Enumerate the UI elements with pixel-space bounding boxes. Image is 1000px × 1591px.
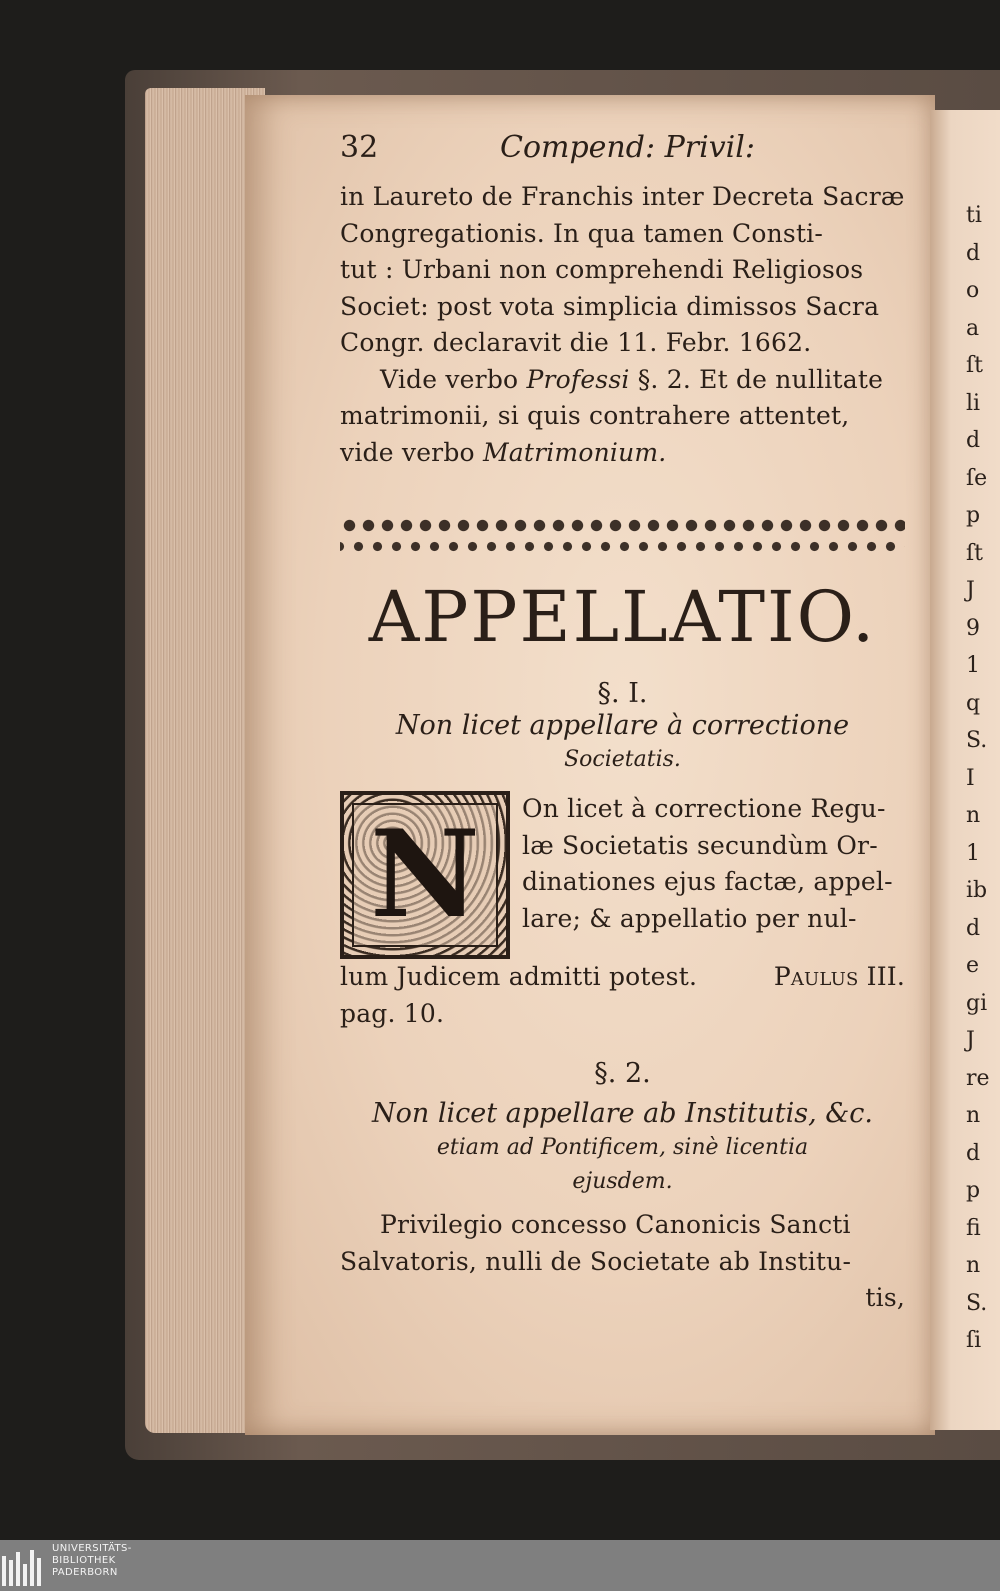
text-line: tut : Urbani non comprehendi Religiosos (340, 255, 864, 284)
section-mark: §. I. (597, 678, 648, 709)
ornament-border (340, 511, 905, 561)
facing-page-fragment: ib (966, 878, 988, 903)
section-mark: §. 2. (594, 1058, 651, 1089)
facing-page-fragment: S. (966, 728, 988, 753)
section-heading-cont: etiam ad Pontificem, sinè licentia (436, 1135, 809, 1160)
page-header (340, 130, 905, 165)
facing-page-fragment: ti (966, 203, 982, 228)
facing-page-fragment: a (966, 315, 980, 341)
catchword: tis, (865, 1283, 905, 1312)
facing-page-fragment: n (966, 1253, 981, 1278)
facing-page-fragment: q (966, 690, 981, 716)
facing-page-fragment: gi (966, 990, 988, 1016)
facing-page-fragment: ſe (966, 465, 988, 491)
facing-page-fragment: p (966, 503, 981, 528)
top-paragraph (340, 179, 905, 362)
facing-page-fragment: li (966, 390, 981, 416)
facing-page-fragment: re (966, 1065, 990, 1091)
facing-page-fragment: d (966, 240, 981, 266)
text-line: lare; & appellatio per nul- (522, 903, 857, 933)
running-head: Compend: Privil: (500, 130, 755, 165)
facing-page-fragment: d (966, 428, 981, 453)
text-line: in Laureto de Franchis inter Decreta Sacræ (340, 182, 905, 211)
chapter-title: APPELLATIO. (368, 576, 877, 658)
initial-letter: N (370, 804, 480, 945)
facing-page-fragment: ſt (966, 540, 983, 566)
text-line: Congr. declaravit die 11. Febr. 1662. (340, 328, 812, 357)
dropcap-lines (522, 791, 905, 959)
facing-page-fragment: n (966, 1103, 981, 1128)
text-line: On licet à correctione Regu- (522, 794, 886, 823)
facing-page-fragment: d (966, 1140, 981, 1166)
facing-page-fragment: p (966, 1178, 981, 1203)
facing-page-fragment: o (966, 278, 980, 303)
facing-page-fragment: n (966, 803, 981, 828)
library-name: UNIVERSITÄTS- BIBLIOTHEK PADERBORN (52, 1543, 132, 1578)
text-line: lum Judicem admitti potest. Paulus III. (340, 959, 905, 996)
page-number: 32 (340, 130, 379, 165)
decorated-initial (340, 791, 510, 959)
text-line: dinationes ejus factæ, appel- (522, 867, 893, 896)
text-line: Congregationis. In qua tamen Consti- (340, 218, 824, 248)
section-heading: Non licet appellare à correctione (395, 710, 850, 741)
text-line: vide verbo Matrimonium. (340, 437, 667, 467)
facing-page-fragment: 1 (966, 653, 980, 678)
dropcap-paragraph (340, 791, 905, 959)
section-heading-cont: ejusdem. (572, 1169, 673, 1194)
facing-page-fragment: ſi (966, 1328, 982, 1353)
facing-page-fragment: 9 (966, 615, 980, 641)
text-line: matrimonii, si quis contrahere attentet, (340, 401, 850, 430)
text-line: læ Societatis secundùm Or- (522, 830, 878, 860)
facing-page-fragment: ſt (966, 353, 983, 378)
facing-page-fragment: J (966, 1028, 975, 1053)
second-paragraph (340, 362, 905, 472)
section-heading-cont: Societatis. (564, 747, 681, 772)
library-footer (0, 1540, 1000, 1591)
facing-page-fragment: e (966, 953, 980, 978)
text-line: Vide verbo Professi §. 2. Et de nullitate (380, 364, 884, 394)
text-line: Salvatoris, nulli de Societate ab Institu- (340, 1246, 852, 1276)
text-line: pag. 10. (340, 998, 445, 1028)
page-text (340, 130, 905, 1317)
facing-page-fragment: d (966, 915, 981, 941)
text-line: Societ: post vota simplicia dimissos Sacra (340, 291, 880, 321)
citation: Paulus III. (773, 962, 905, 991)
facing-page-fragment: J (966, 578, 975, 603)
facing-page-fragment: S. (966, 1290, 988, 1316)
section-heading: Non licet appellare ab Institutis, &c. (372, 1098, 873, 1129)
facing-page-fragment: fi (966, 1215, 981, 1241)
facing-page-fragment: I (966, 765, 975, 791)
text-line: Privilegio concesso Canonicis Sancti (380, 1210, 851, 1239)
facing-page-fragment: 1 (966, 840, 980, 866)
library-logo-icon (0, 1548, 48, 1586)
right-page (930, 110, 1000, 1430)
